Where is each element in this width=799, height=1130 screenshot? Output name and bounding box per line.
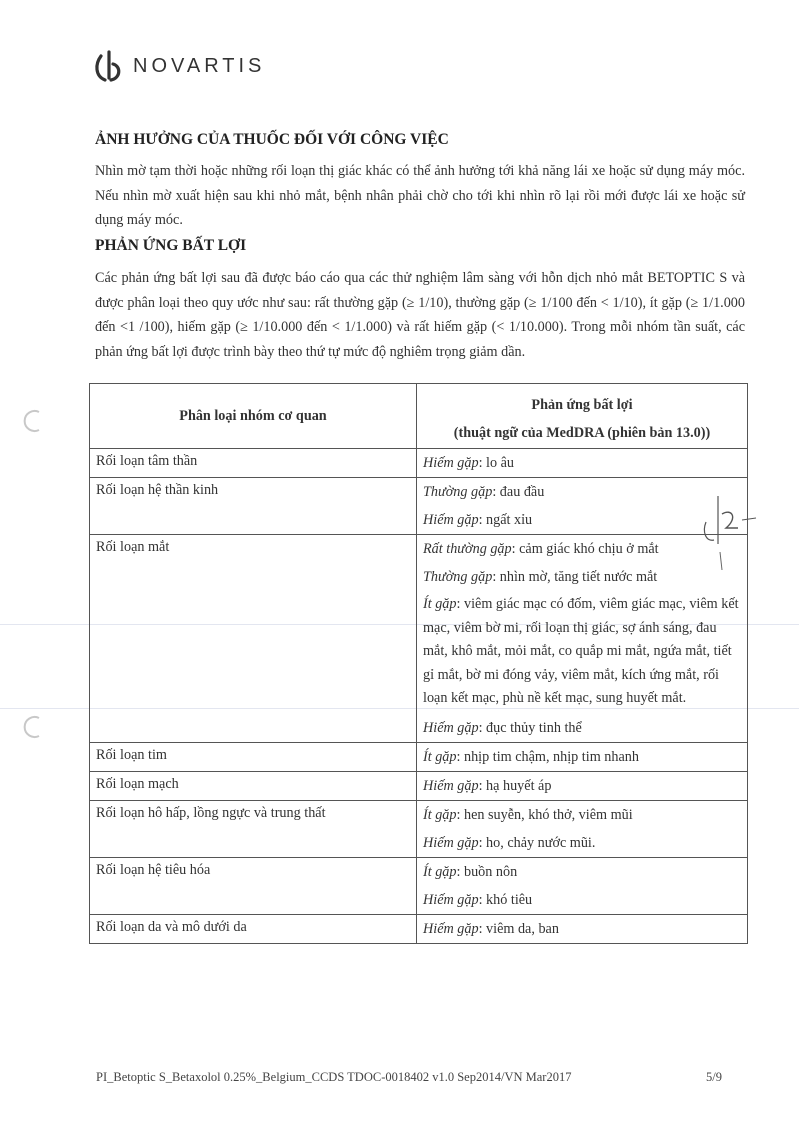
section-heading-adverse-reactions: PHẢN ỨNG BẤT LỢI xyxy=(95,237,247,254)
frequency-label: Hiếm gặp xyxy=(423,777,479,794)
frequency-label: Thường gặp xyxy=(423,484,493,500)
table-row xyxy=(90,914,748,943)
organ-class-cell: Rối loạn hệ tiêu hóa xyxy=(90,857,417,914)
organ-class-cell: Rối loạn tâm thần xyxy=(90,449,417,478)
table-header-row xyxy=(90,384,748,449)
table-row xyxy=(90,771,748,800)
organ-class-cell: Rối loạn mắt xyxy=(90,535,417,743)
adverse-reaction-cell xyxy=(417,800,748,857)
frequency-label: Ít gặp xyxy=(423,596,457,612)
reaction-entry xyxy=(423,449,741,477)
frequency-label: Ít gặp xyxy=(423,806,457,823)
reaction-text: : ngất xỉu xyxy=(478,512,533,528)
reaction-entry xyxy=(423,506,741,534)
reaction-entry xyxy=(423,772,741,800)
novartis-logo xyxy=(93,46,265,86)
table-row xyxy=(90,535,748,743)
section-heading-work-effects: ẢNH HƯỞNG CỦA THUỐC ĐỐI VỚI CÔNG VIỆC xyxy=(95,131,449,148)
reaction-entry xyxy=(423,478,741,506)
adverse-reaction-cell xyxy=(417,857,748,914)
header-adverse-reaction xyxy=(417,384,748,449)
reaction-text: : ho, chảy nước mũi. xyxy=(478,834,596,851)
reaction-entry xyxy=(423,591,741,714)
punch-hole-icon xyxy=(19,713,47,741)
reaction-entry xyxy=(423,563,741,591)
table-row xyxy=(90,800,748,857)
organ-class-cell: Rối loạn tim xyxy=(90,742,417,771)
adverse-reaction-cell xyxy=(417,742,748,771)
frequency-label: Hiếm gặp xyxy=(423,891,479,908)
frequency-label: Rất thường gặp xyxy=(423,541,512,557)
header-adverse-reaction-title: Phản ứng bất lợi xyxy=(531,396,633,413)
reaction-entry xyxy=(423,801,741,829)
organ-class-cell: Rối loạn da và mô dưới da xyxy=(90,914,417,943)
frequency-label: Hiếm gặp xyxy=(423,455,479,471)
paragraph-adverse-reactions: Các phản ứng bất lợi sau đã được báo cáo qua các thử nghiệm lâm sàng với hỗn dịch nhỏ mắt BETOPTIC S và được phân loại theo quy ước như sau: rất thường gặp (≥ 1/10), thường gặp (≥ 1/100 đến < 1/10), ít gặp (≥ 1/1.000 đến <1 /100), hiếm gặp (≥ 1/10.000 đến < 1/1.000) và rất hiếm gặp (< 1/10.000). Trong mỗi nhóm tần suất, các phản ứng bất lợi được trình bày theo thứ tự mức độ nghiêm trọng giảm dần. xyxy=(95,270,745,360)
reaction-text: : hen suyễn, khó thở, viêm mũi xyxy=(456,806,633,823)
reaction-entry xyxy=(423,829,741,857)
adverse-reactions-table xyxy=(89,383,748,944)
organ-class-cell: Rối loạn mạch xyxy=(90,771,417,800)
reaction-text: : viêm giác mạc có đốm, viêm giác mạc, viêm kết mạc, viêm bờ mi, rối loạn thị giác, sợ ánh sáng, đau mắt, khô mắt, mỏi mắt, co quắp mi mắt, ngứa mắt, tiết gỉ mắt, bờ mi đóng vảy, viêm mắt, kích ứng mắt, rối loạn kết mạc, phù nề kết mạc, sung huyết mắt. xyxy=(423,596,739,706)
frequency-label: Hiếm gặp xyxy=(423,834,479,851)
table-row xyxy=(90,742,748,771)
frequency-label: Thường gặp xyxy=(423,569,493,585)
paragraph-work-effects: Nhìn mờ tạm thời hoặc những rối loạn thị giác khác có thể ảnh hưởng tới khả năng lái xe hoặc sử dụng máy móc. Nếu nhìn mờ xuất hiện sau khi nhỏ mắt, bệnh nhân phải chờ cho tới khi nhìn rõ lại rồi mới được lái xe hoặc sử dụng máy móc. xyxy=(95,163,745,228)
table-body xyxy=(90,449,748,944)
reaction-text: : lo âu xyxy=(478,455,515,471)
reaction-text: : hạ huyết áp xyxy=(478,777,552,794)
reaction-entry xyxy=(423,535,741,563)
reaction-entry xyxy=(423,743,741,771)
organ-class-cell: Rối loạn hệ thần kinh xyxy=(90,478,417,535)
footer-page-number: 5/9 xyxy=(706,1070,722,1084)
reaction-text: : đau đầu xyxy=(492,484,545,500)
table-row xyxy=(90,478,748,535)
header-meddra-version: (thuật ngữ của MedDRA (phiên bản 13.0)) xyxy=(453,424,711,441)
reaction-text: : đục thủy tinh thể xyxy=(478,719,582,736)
table-row xyxy=(90,449,748,478)
frequency-label: Ít gặp xyxy=(423,748,457,765)
reaction-entry xyxy=(423,714,741,742)
reaction-text: : nhịp tim chậm, nhịp tim nhanh xyxy=(456,748,639,765)
reaction-text: : buồn nôn xyxy=(456,863,518,880)
punch-hole-icon xyxy=(19,407,47,435)
reaction-text: : khó tiêu xyxy=(478,891,533,908)
reaction-entry xyxy=(423,858,741,886)
organ-class-cell: Rối loạn hô hấp, lồng ngực và trung thất xyxy=(90,800,417,857)
reaction-text: : viêm da, ban xyxy=(478,920,559,937)
handwritten-mark-icon xyxy=(698,492,758,572)
table-row xyxy=(90,857,748,914)
frequency-label: Hiếm gặp xyxy=(423,512,479,528)
frequency-label: Hiếm gặp xyxy=(423,920,479,937)
adverse-reaction-cell xyxy=(417,771,748,800)
adverse-reaction-cell xyxy=(417,914,748,943)
reaction-text: : nhìn mờ, tăng tiết nước mắt xyxy=(492,569,658,585)
frequency-label: Hiếm gặp xyxy=(423,719,479,736)
reaction-entry xyxy=(423,915,741,943)
reaction-text: : cảm giác khó chịu ở mắt xyxy=(511,541,659,557)
frequency-label: Ít gặp xyxy=(423,863,457,880)
adverse-reaction-cell xyxy=(417,449,748,478)
logo-text: NOVARTIS xyxy=(133,54,266,77)
novartis-flame-icon xyxy=(93,48,125,84)
footer-document-reference: PI_Betoptic S_Betaxolol 0.25%_Belgium_CCDS TDOC-0018402 v1.0 Sep2014/VN Mar2017 xyxy=(96,1070,572,1084)
reaction-entry xyxy=(423,886,741,914)
header-organ-class: Phân loại nhóm cơ quan xyxy=(90,384,417,449)
